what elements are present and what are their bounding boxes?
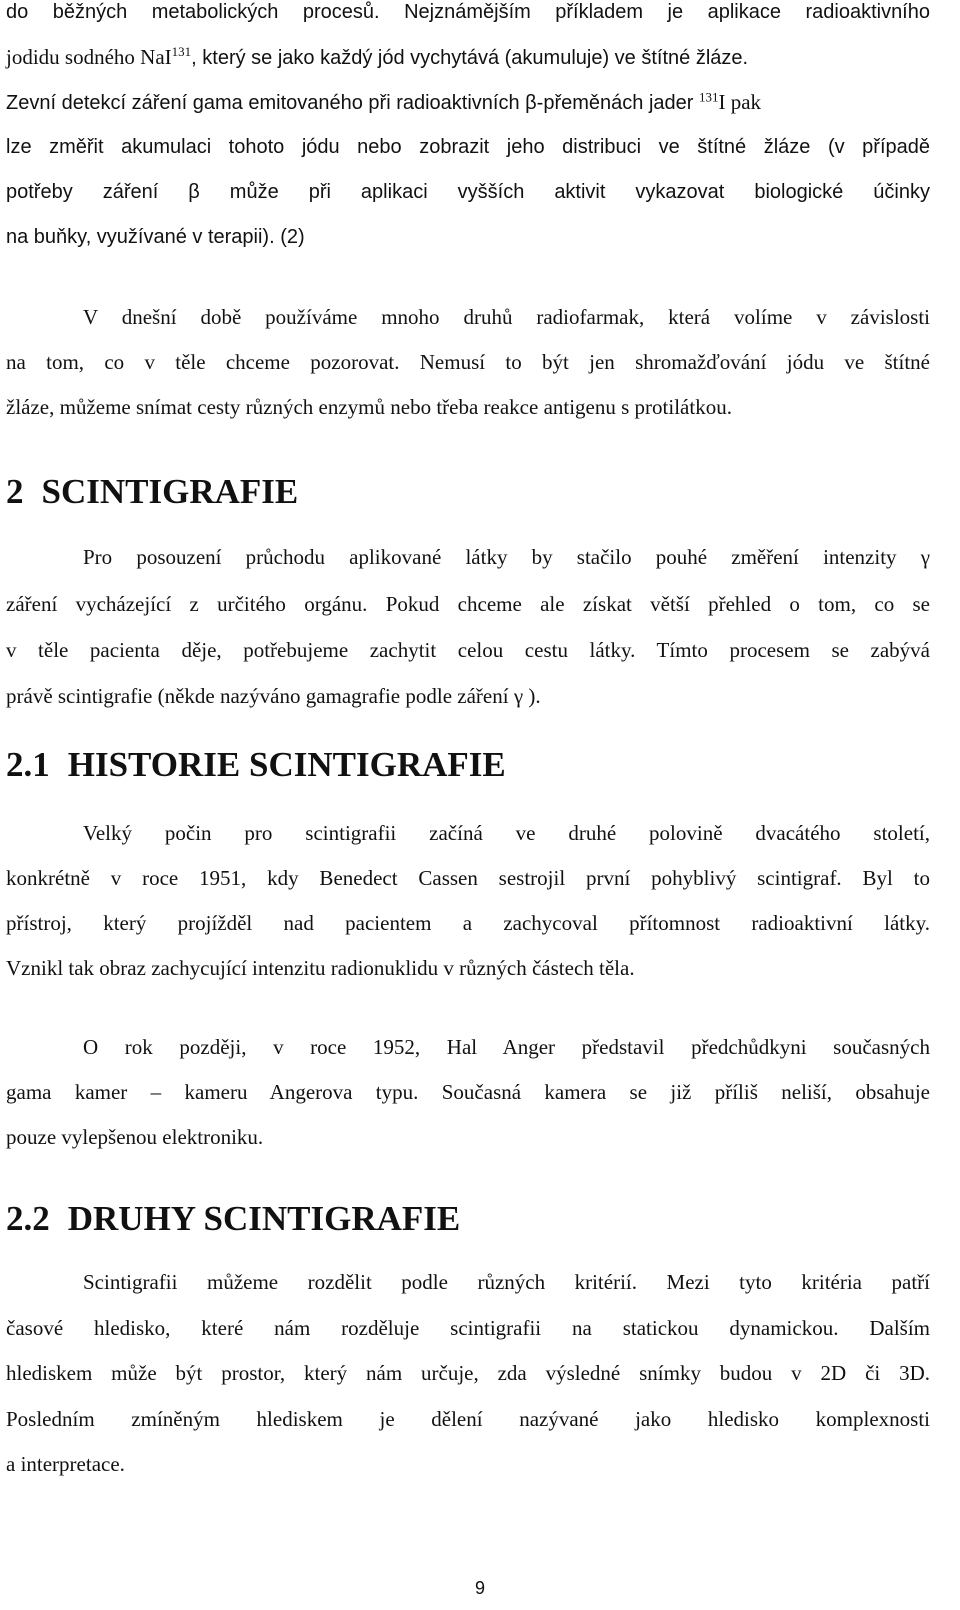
intro-line-3-text-b: I pak [718,90,762,114]
section-2-2-line-2: časové hledisko, které nám rozděluje scintigrafii na statickou dynamickou. Dalším [6,1316,930,1340]
intro-line-1: do běžných metabolických procesů. Nejznámějším příkladem je aplikace radioaktivního [6,1,930,23]
intro-line-2-text-a: jodidu sodného NaI [6,45,172,69]
section-2-heading [6,472,298,512]
section-2-1-p2-line-2: gama kamer – kameru Angerova typu. Současná kamera se již příliš neliší, obsahuje [6,1080,930,1104]
section-2-line-4: právě scintigrafie (někde nazýváno gamagrafie podle záření γ ). [6,684,541,708]
section-2-1-p2-line-1: O rok později, v roce 1952, Hal Anger představil předchůdkyni současných [83,1035,930,1059]
section-2-1-title: HISTORIE SCINTIGRAFIE [67,745,506,784]
section-2-2-title: DRUHY SCINTIGRAFIE [67,1199,461,1238]
section-2-1-p1-line-3: přístroj, který projížděl nad pacientem a zachycoval přítomnost radioaktivní látky. [6,911,930,935]
section-2-2-line-4: Posledním zmíněným hlediskem je dělení nazývané jako hledisko komplexnosti [6,1407,930,1431]
section-2-1-p1-line-2: konkrétně v roce 1951, kdy Benedect Cassen sestrojil první pohyblivý scintigraf. Byl to [6,866,930,890]
section-2-2-number: 2.2 [6,1199,50,1238]
section-2-1-heading [6,745,506,785]
section-2-number: 2 [6,472,24,511]
intro-line-2-superscript: 131 [171,44,192,59]
intro-line-2 [6,45,930,70]
intro-line-2-text-b: , který se jako každý jód vychytává (akumuluje) ve štítné žláze. [191,47,749,69]
para2-line-3: žláze, můžeme snímat cesty různých enzymů nebo třeba reakce antigenu s protilátkou. [6,395,732,419]
para2-line-1: V dnešní době používáme mnoho druhů radiofarmak, která volíme v závislosti [83,305,930,329]
section-2-line-1: Pro posouzení průchodu aplikované látky by stačilo pouhé změření intenzity γ [83,545,930,569]
section-2-1-p1-line-4: Vznikl tak obraz zachycující intenzitu radionuklidu v různých částech těla. [6,956,635,980]
intro-line-5: potřeby záření β může při aplikaci vyšších aktivit vykazovat biologické účinky [6,181,930,203]
intro-line-3-text-a: Zevní detekcí záření gama emitovaného při radioaktivních β-přeměnách jader [6,92,699,114]
section-2-1-number: 2.1 [6,745,50,784]
section-2-1-p2-line-3: pouze vylepšenou elektroniku. [6,1125,264,1149]
para2-line-2: na tom, co v těle chceme pozorovat. Nemusí to být jen shromažďování jódu ve štítné [6,350,930,374]
intro-line-6: na buňky, využívané v terapii). (2) [6,226,305,248]
page-number: 9 [474,1578,485,1598]
intro-line-3-superscript: 131 [698,89,719,105]
section-2-line-3: v těle pacienta děje, potřebujeme zachytit celou cestu látky. Tímto procesem se zabývá [6,638,930,662]
section-2-2-heading [6,1199,460,1239]
section-2-1-p1-line-1: Velký počin pro scintigrafii začíná ve druhé polovině dvacátého století, [83,821,930,845]
section-2-2-line-5: a interpretace. [6,1452,125,1476]
section-2-line-2: záření vycházející z určitého orgánu. Pokud chceme ale získat větší přehled o tom, co se [6,592,930,616]
section-2-2-line-1: Scintigrafii můžeme rozdělit podle různých kritérií. Mezi tyto kritéria patří [83,1270,930,1294]
intro-line-4: lze změřit akumulaci tohoto jódu nebo zobrazit jeho distribuci ve štítné žláze (v případě [6,136,930,158]
section-2-title: SCINTIGRAFIE [41,472,299,511]
section-2-2-line-3: hlediskem může být prostor, který nám určuje, zda výsledné snímky budou v 2D či 3D. [6,1361,930,1385]
intro-line-3 [6,90,930,115]
